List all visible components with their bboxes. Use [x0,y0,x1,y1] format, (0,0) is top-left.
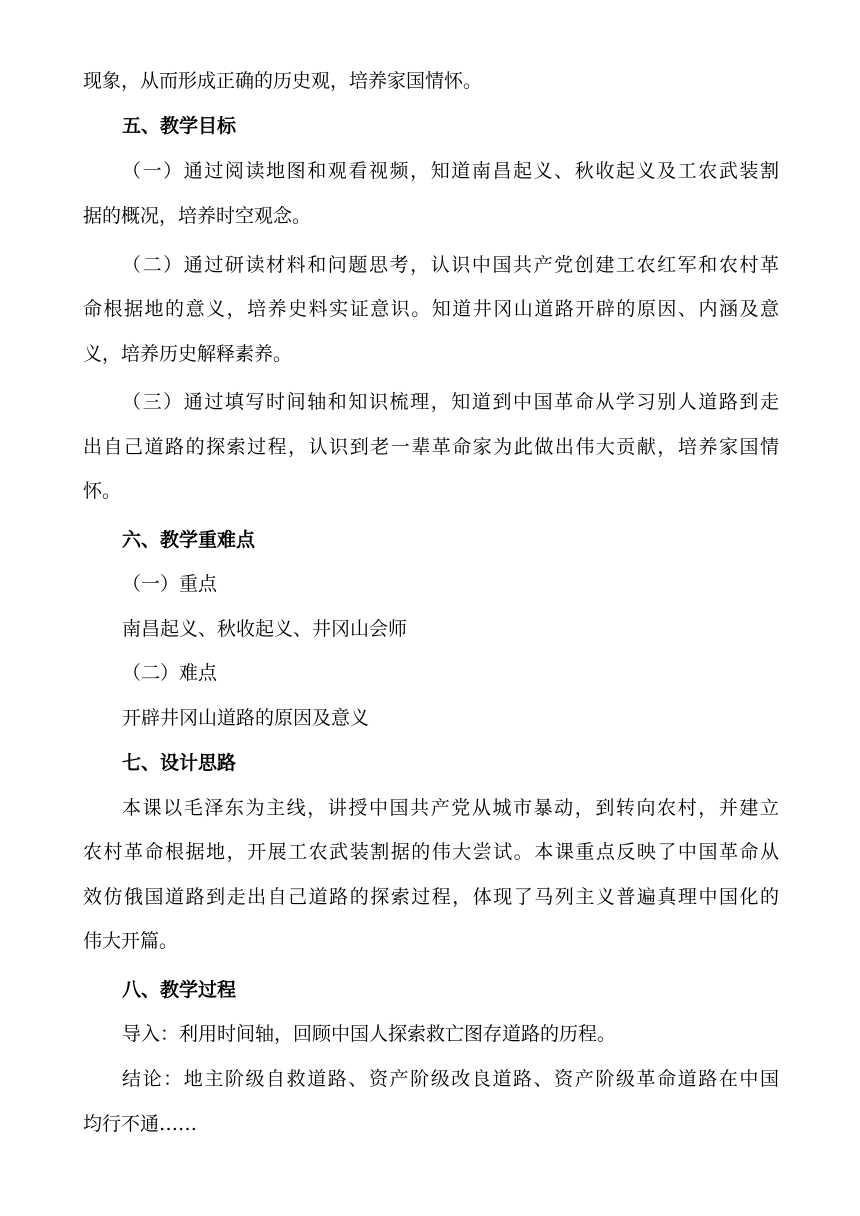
paragraph-line: 现象，从而形成正确的历史观，培养家国情怀。 [83,70,483,92]
paragraph-line: 导入：利用时间轴，回顾中国人探索救亡图存道路的历程。 [122,1023,617,1045]
section-heading-teaching-process: 八、教学过程 [122,979,237,1001]
paragraph-line: 据的概况，培养时空观念。 [83,205,312,227]
paragraph-line: 义，培养历史解释素养。 [83,343,293,365]
paragraph-line: 农村革命根据地，开展工农武装割据的伟大尝试。本课重点反映了中国革命从 [83,841,779,863]
paragraph-line: 均行不通…… [83,1113,198,1135]
paragraph-line: 出自己道路的探索过程，认识到老一辈革命家为此做出伟大贡献，培养家国情 [83,436,779,458]
section-heading-key-points: 六、教学重难点 [122,529,256,551]
paragraph-line: 南昌起义、秋收起义、井冈山会师 [122,618,408,640]
section-heading-design-approach: 七、设计思路 [122,752,237,774]
paragraph-line: （三）通过填写时间轴和知识梳理，知道到中国革命从学习别人道路到走 [122,391,779,413]
paragraph-line: 效仿俄国道路到走出自己道路的探索过程，体现了马列主义普遍真理中国化的 [83,886,779,908]
paragraph-line: 命根据地的意义，培养史料实证意识。知道井冈山道路开辟的原因、内涵及意 [83,298,779,320]
paragraph-line: （一）通过阅读地图和观看视频，知道南昌起义、秋收起义及工农武装割 [122,160,779,182]
paragraph-line: 本课以毛泽东为主线，讲授中国共产党从城市暴动，到转向农村，并建立 [122,797,779,819]
paragraph-line: 开辟井冈山道路的原因及意义 [122,707,370,729]
paragraph-line: 伟大开篇。 [83,930,179,952]
section-heading-teaching-goals: 五、教学目标 [122,115,237,137]
subheading-key: （一）重点 [122,573,218,595]
subheading-difficult: （二）难点 [122,662,218,684]
paragraph-line: 结论：地主阶级自救道路、资产阶级改良道路、资产阶级革命道路在中国 [122,1068,779,1090]
paragraph-line: 怀。 [83,480,122,502]
paragraph-line: （二）通过研读材料和问题思考，认识中国共产党创建工农红军和农村革 [122,254,779,276]
